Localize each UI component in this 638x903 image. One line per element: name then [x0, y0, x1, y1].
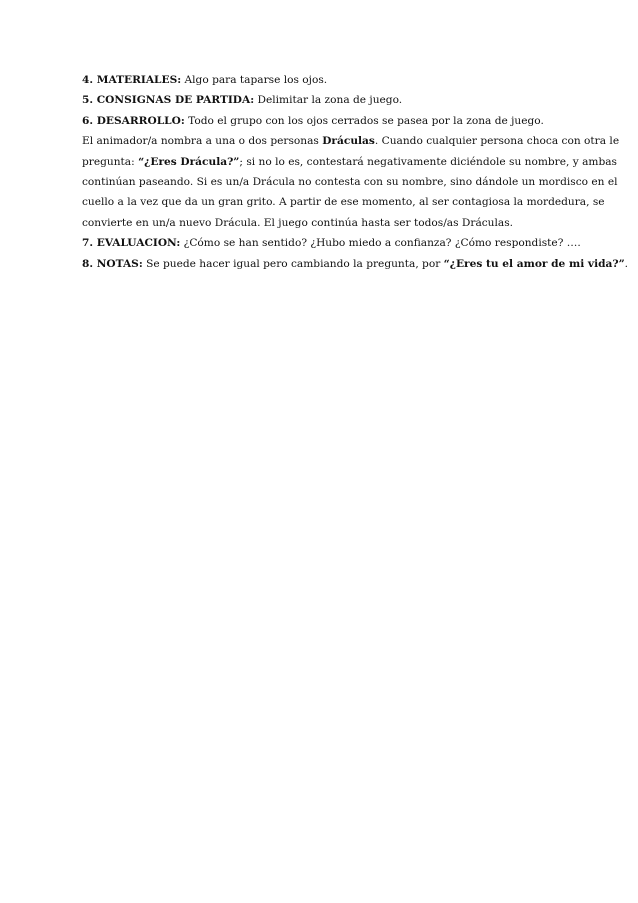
section-text: Todo el grupo con los ojos cerrados se pasea por la zona de juego.: [184, 114, 544, 127]
section-notas: [82, 254, 629, 274]
bold-question: “¿Eres Drácula?”: [138, 155, 240, 168]
section-consignas: [82, 90, 574, 110]
section-heading: 8. NOTAS:: [82, 257, 143, 270]
bold-question: “¿Eres tu el amor de mi vida?”: [443, 257, 625, 270]
paragraph-line: [82, 152, 617, 172]
section-text: Delimitar la zona de juego.: [254, 94, 403, 107]
section-desarrollo-heading: [82, 111, 574, 131]
paragraph-line: cuello a la vez que da un gran grito. A partir de ese momento, al ser contagiosa la mordedura, se: [82, 196, 605, 209]
paragraph-line: convierte en un/a nuevo Drácula. El juego continúa hasta ser todos/as Dráculas.: [82, 216, 514, 229]
section-text: ¿Cómo se han sentido? ¿Hubo miedo a confianza? ¿Cómo respondiste? ….: [180, 237, 581, 250]
section-desarrollo-body: [82, 131, 620, 233]
section-materiales: [82, 70, 574, 90]
section-heading: 5. CONSIGNAS DE PARTIDA:: [82, 94, 255, 107]
paragraph-line: continúan paseando. Si es un/a Drácula no contesta con su nombre, sino dándole un mordisco en el: [82, 176, 618, 189]
text-run: . Cuando cualquier persona choca con otra le: [374, 135, 620, 148]
section-text: Algo para taparse los ojos.: [181, 74, 328, 86]
text-run: ; si no lo es, contestará negativamente diciéndole su nombre, y ambas: [239, 155, 617, 168]
section-text: Se puede hacer igual pero cambiando la pregunta, por: [142, 257, 444, 270]
section-heading: 7. EVALUACION:: [82, 237, 181, 250]
section-text-end: .: [624, 257, 629, 270]
section-heading: 4. MATERIALES:: [82, 74, 182, 86]
paragraph-line: [82, 131, 620, 151]
section-evaluacion: [82, 233, 581, 253]
text-run: El animador/a nombra a una o dos personas: [82, 135, 323, 148]
document-body: [82, 70, 629, 274]
section-heading: 6. DESARROLLO:: [82, 114, 185, 127]
text-run: pregunta:: [82, 155, 139, 168]
bold-term: Dráculas: [322, 135, 375, 148]
